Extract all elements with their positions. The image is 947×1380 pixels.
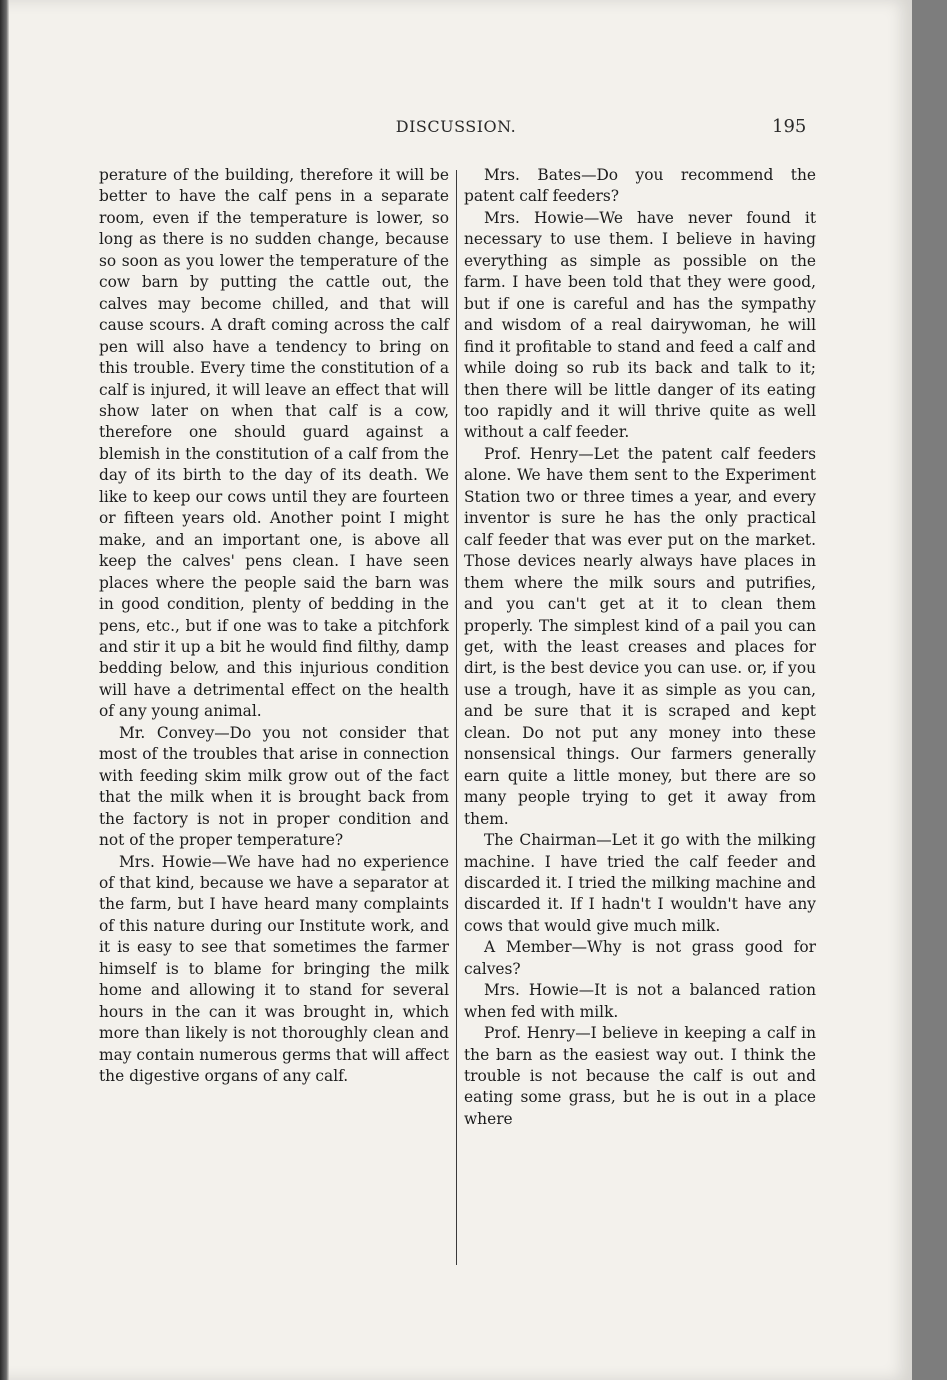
paragraph: The Chairman—Let it go with the milking machine. I have tried the calf feeder and discarded it. I tried the milking machine and discarded it. If I hadn't I wouldn't have any cows that would give much milk. <box>464 831 816 935</box>
paragraph: A Member—Why is not grass good for calves? <box>464 938 816 978</box>
paragraph: Mrs. Howie—We have had no experience of that kind, because we have a separator at the farm, but I have heard many complaints of this nature during our Institute work, and it is easy to see that sometimes the farmer himself is to blame for bringing the milk home and allowing it to stand for several hours in the can it was brought in, which more than likely is not thoroughly clean and may contain numerous germs that will affect the digestive organs of any calf. <box>99 852 450 1086</box>
column-divider <box>456 170 457 1265</box>
paragraph: perature of the building, therefore it will be better to have the calf pens in a separate room, even if the temperature is lower, so long as there is no sudden change, because so soon as you lower the temperature of the cow barn by putting the cattle out, the calves may become chilled, and that will cause scours. A draft coming across the calf pen will also have a tendency to bring on this trouble. Every time the constitution of a calf is injured, it will leave an effect that will show later on when that calf is a cow, therefore one should guard against a blemish in the constitution of a calf from the day of its birth to the day of its death. We like to keep our cows until they are fourteen or fifteen years old. Another point I might make, and an important one, is above all keep the calves' pens clean. I have seen places where the people said the barn was in good condition, plenty of bedding in the pens, etc., but if one was to take a pitchfork and stir it up a bit he would find filthy, damp bedding below, and this injurious condition will have a detrimental effect on the health of any young animal. <box>99 166 449 721</box>
paragraph: Mrs. Bates—Do you recommend the patent calf feeders? <box>464 166 816 206</box>
paragraph: Prof. Henry—Let the patent calf feeders alone. We have them sent to the Experiment Station two or three times a year, and every inventor is sure he has the only practical calf feeder that was ever put on the market. Those devices nearly always have places in them where the milk sours and putrifies, and you can't get at it to clean them properly. The simplest kind of a pail you can get, with the least creases and places for dirt, is the best device you can use. or, if you use a trough, have it as simple as you can, and be sure that it is scraped and kept clean. Do not put any money into these nonsensical things. Our farmers generally earn quite a little money, but there are so many people trying to get it away from them. <box>464 444 816 828</box>
paragraph: Mrs. Howie—It is not a balanced ration when fed with milk. <box>464 981 816 1021</box>
paragraph: Mrs. Howie—We have never found it necessary to use them. I believe in having everything as simple as possible on the farm. I have been told that they were good, but if one is careful and has the sympathy and wisdom of a real dairywoman, he will find it profitable to stand and feed a calf and while doing so rub its back and talk to it; then there will be little danger of its eating too rapidly and it will thrive quite as well without a calf feeder. <box>464 208 816 442</box>
right-column <box>464 165 816 1130</box>
paragraph: Mr. Convey—Do you not consider that most of the troubles that arise in connection with feeding skim milk grow out of the fact that the milk when it is brought back from the factory is not in proper condition and not of the proper temperature? <box>99 723 449 850</box>
page-binding-edge <box>0 0 9 1380</box>
running-header: DISCUSSION. <box>395 117 517 136</box>
paragraph: Prof. Henry—I believe in keeping a calf in the barn as the easiest way out. I think the trouble is not because the calf is out and eating some grass, but he is out in a place where <box>464 1024 816 1128</box>
page-number: 195 <box>772 116 807 137</box>
left-column <box>99 165 449 1087</box>
